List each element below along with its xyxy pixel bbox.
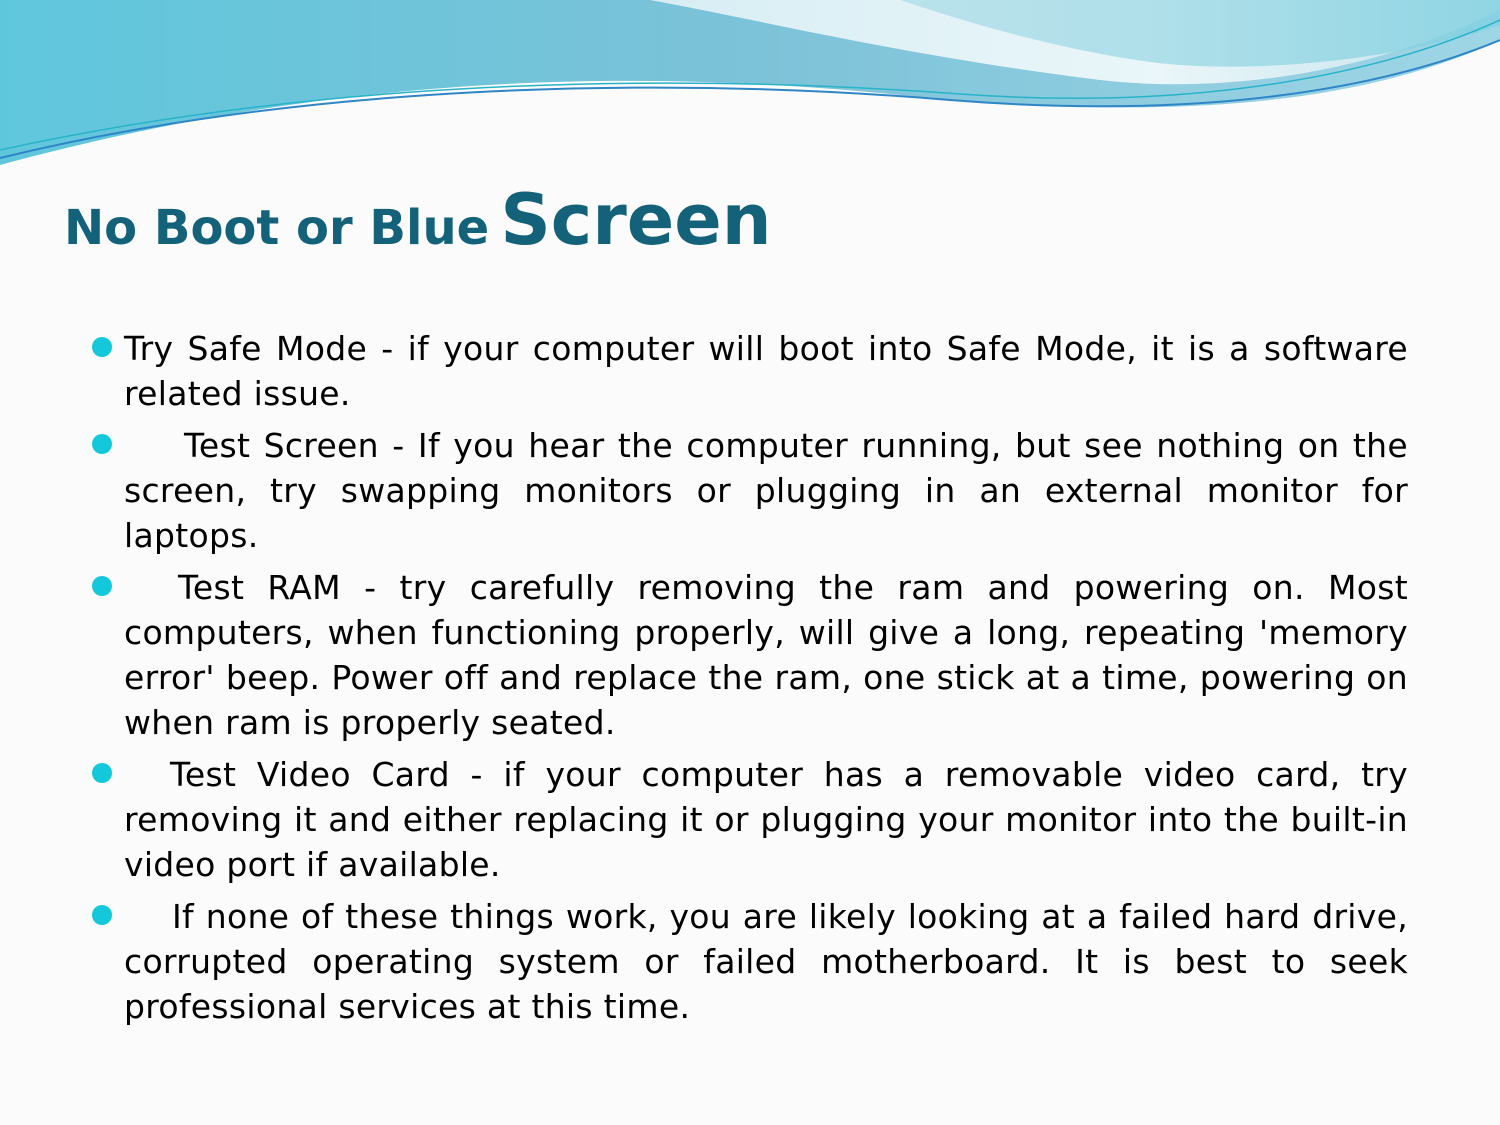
bullet-text: Test RAM - try carefully removing the ram and powering on. Most computers, when functioning properly, will give a long, repeating 'memory error' beep. Power off and replace the ram, one stick at a time, powering on when ram is properly seated.	[124, 568, 1408, 742]
bullet-text: Test Screen - If you hear the computer running, but see nothing on the screen, try swapping monitors or plugging in an external monitor for laptops.	[124, 426, 1408, 555]
bullet-item	[90, 565, 1408, 745]
bullet-item	[90, 423, 1408, 558]
bullet-text: Try Safe Mode - if your computer will boot into Safe Mode, it is a software related issue.	[124, 329, 1408, 413]
bullet-text: Test Video Card - if your computer has a removable video card, try removing it and either replacing it or plugging your monitor into the built-in video port if available.	[124, 755, 1408, 884]
bullet-item	[90, 326, 1408, 416]
bullet-item	[90, 894, 1408, 1029]
bullet-dot-icon	[92, 434, 112, 454]
bullet-dot-icon	[92, 576, 112, 596]
bullet-dot-icon	[92, 337, 112, 357]
slide-title	[64, 179, 772, 261]
bullet-text: If none of these things work, you are likely looking at a failed hard drive, corrupted operating system or failed motherboard. It is best to seek professional services at this time.	[124, 897, 1408, 1026]
bullet-item	[90, 752, 1408, 887]
title-text-small: No Boot or Blue	[64, 200, 490, 256]
bullet-dot-icon	[92, 905, 112, 925]
bullet-list	[90, 326, 1408, 1036]
title-text-big: Screen	[500, 179, 772, 261]
header-wave-decoration	[0, 0, 1500, 200]
bullet-dot-icon	[92, 763, 112, 783]
